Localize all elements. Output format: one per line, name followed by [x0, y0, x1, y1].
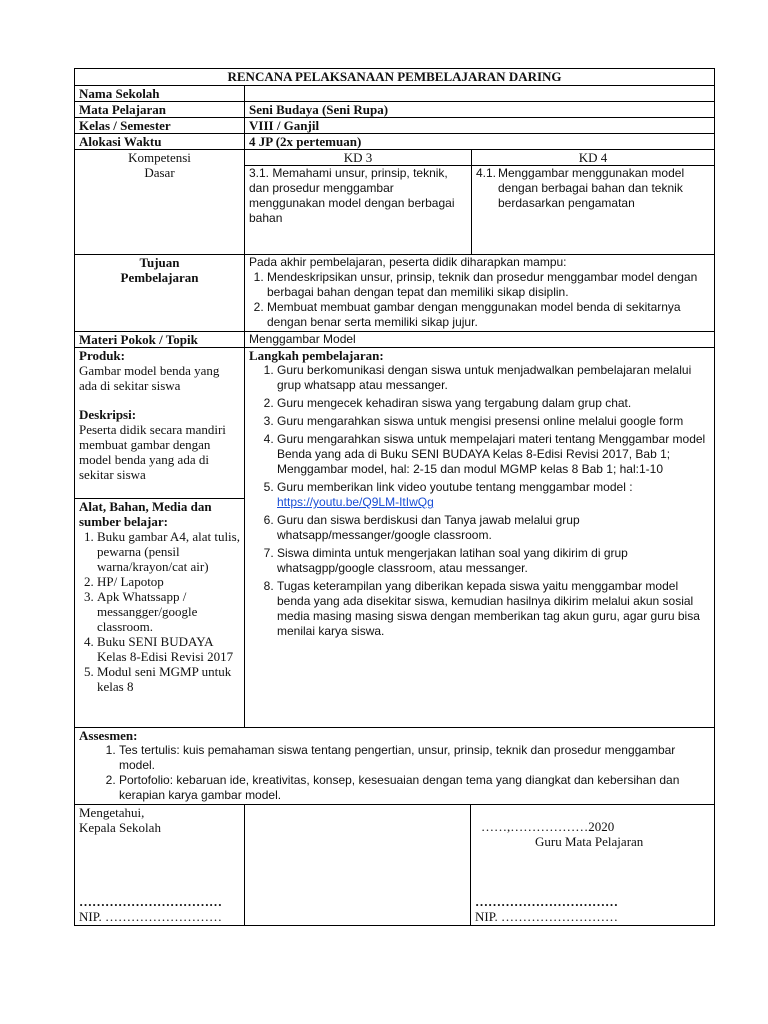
tujuan-intro: Pada akhir pembelajaran, peserta didik diharapkan mampu: [249, 255, 567, 269]
row-produk-langkah [75, 348, 715, 499]
langkah-item: 8. Tugas keterampilan yang diberikan kepada siswa yaitu menggambar model benda yang ada disekitar siswa, kemudian hasilnya dikirim melalui akun sosial media masing masing siswa dengan memberikan tag akun guru, agar guru bisa menilai karya siswa. [277, 579, 710, 639]
langkah-item-video-text: Guru memberikan link video youtube tentang menggambar model : [277, 480, 633, 494]
langkah-item: 2. Guru mengecek kehadiran siswa yang tergabung dalam grup chat. [277, 396, 710, 411]
row-tujuan [75, 255, 715, 332]
signature-table [74, 804, 715, 926]
document-title: RENCANA PELAKSANAAN PEMBELAJARAN DARING [75, 69, 715, 86]
materi-value: Menggambar Model [245, 332, 715, 348]
tujuan-label-line2: Pembelajaran [120, 270, 199, 285]
kompetensi-label-line2: Dasar [144, 165, 175, 180]
kompetensi-label [75, 150, 245, 255]
assesmen-label: Assesmen: [79, 728, 138, 743]
nama-sekolah-value [245, 86, 715, 102]
guru-role: Guru Mata Pelajaran [535, 834, 644, 849]
alat-cell [75, 499, 245, 728]
nama-sekolah-label: Nama Sekolah [75, 86, 245, 102]
langkah-item: 4. Guru mengarahkan siswa untuk mempelajari materi tentang Menggambar model Benda yang ada di Buku SENI BUDAYA Kelas 8-Edisi Revisi 2017, Bab 1; Menggambar model, hal: 2-15 dan modul MGMP kelas 8 Bab 1; hal:1-10 [277, 432, 710, 477]
langkah-item: 7. Siswa diminta untuk mengerjakan latihan soal yang dikirim di grup whatsagpp/google classroom, atau messanger. [277, 546, 710, 576]
kd3-text: 3.1. Memahami unsur, prinsip, teknik, dan prosedur menggambar menggunakan model dengan berbagai bahan [245, 166, 472, 255]
kelas-semester-value: VIII / Ganjil [245, 118, 715, 134]
tujuan-label [75, 255, 245, 332]
kelas-semester-label: Kelas / Semester [75, 118, 245, 134]
guru-signature [471, 805, 715, 926]
langkah-item: 6. Guru dan siswa berdiskusi dan Tanya jawab melalui grup whatsapp/messanger/google classroom. [277, 513, 710, 543]
guru-signature-line: …………………………… [475, 894, 618, 909]
produk-label: Produk: [79, 348, 125, 363]
produk-cell [75, 348, 245, 499]
kepala-sekolah-text: Kepala Sekolah [79, 820, 161, 835]
date-line: ……,………………2020 [481, 819, 615, 834]
rpp-table [74, 68, 715, 805]
row-mata-pelajaran [75, 102, 715, 118]
mengetahui-text: Mengetahui, [79, 805, 145, 820]
tujuan-item: 1. Mendeskripsikan unsur, prinsip, teknik dan prosedur menggambar model dengan berbagai bahan dengan tepat dan memiliki sikap disiplin. [267, 270, 710, 300]
assesmen-item: 2. Portofolio: kebaruan ide, kreativitas, konsep, kesesuaian dengan tema yang diangkat dan kebersihan dan kerapian karya gambar model. [119, 773, 710, 803]
row-signature [75, 805, 715, 926]
materi-label: Materi Pokok / Topik [75, 332, 245, 348]
kd3-header: KD 3 [245, 150, 472, 166]
mata-pelajaran-label: Mata Pelajaran [75, 102, 245, 118]
tujuan-content [245, 255, 715, 332]
langkah-label: Langkah pembelajaran: [249, 348, 384, 363]
rpp-document [74, 68, 714, 926]
langkah-item: 3. Guru mengarahkan siswa untuk mengisi presensi online melalui google form [277, 414, 710, 429]
alat-item: 4. Buku SENI BUDAYA Kelas 8-Edisi Revisi 2017 [97, 634, 240, 664]
kd4-text: Menggambar menggunakan model dengan berbagai bahan dan teknik berdasarkan pengamatan [498, 166, 685, 210]
signature-spacer [245, 805, 471, 926]
alat-label: Alat, Bahan, Media dan sumber belajar: [79, 499, 212, 529]
kd4-number: 4.1. [476, 166, 497, 180]
kepala-sekolah-nip: NIP. ……………………… [79, 909, 223, 924]
row-assesmen [75, 728, 715, 805]
kompetensi-label-line1: Kompetensi [128, 150, 191, 165]
kepala-sekolah-signature-line: …………………………… [79, 894, 222, 909]
row-nama-sekolah [75, 86, 715, 102]
alat-item: 3. Apk Whatssapp / messangger/google classroom. [97, 589, 240, 634]
row-kelas-semester [75, 118, 715, 134]
alokasi-waktu-value: 4 JP (2x pertemuan) [245, 134, 715, 150]
produk-text: Gambar model benda yang ada di sekitar siswa [79, 363, 220, 393]
title-row [75, 69, 715, 86]
kd4-cell [472, 166, 715, 255]
row-alokasi-waktu [75, 134, 715, 150]
alat-item: 2. HP/ Lapotop [97, 574, 240, 589]
alat-item: 5. Modul seni MGMP untuk kelas 8 [97, 664, 240, 694]
deskripsi-text: Peserta didik secara mandiri membuat gambar dengan model benda yang ada di sekitar siswa [79, 422, 226, 482]
alokasi-waktu-label: Alokasi Waktu [75, 134, 245, 150]
mata-pelajaran-value: Seni Budaya (Seni Rupa) [245, 102, 715, 118]
guru-nip: NIP. ……………………… [475, 909, 619, 924]
langkah-item-video [277, 480, 710, 510]
row-kd-headers [75, 150, 715, 166]
tujuan-label-line1: Tujuan [139, 255, 180, 270]
alat-item: 1. Buku gambar A4, alat tulis, pewarna (pensil warna/krayon/cat air) [97, 529, 240, 574]
kd4-header: KD 4 [472, 150, 715, 166]
row-materi [75, 332, 715, 348]
assesmen-item: 1. Tes tertulis: kuis pemahaman siswa tentang pengertian, unsur, prinsip, teknik dan prosedur menggambar model. [119, 743, 710, 773]
langkah-item: 1. Guru berkomunikasi dengan siswa untuk menjadwalkan pembelajaran melalui grup whatsapp atau messanger. [277, 363, 710, 393]
langkah-cell [245, 348, 715, 728]
deskripsi-label: Deskripsi: [79, 407, 137, 422]
kepala-sekolah-signature [75, 805, 245, 926]
assesmen-cell [75, 728, 715, 805]
youtube-link[interactable]: https://youtu.be/Q9LM-ItIwQg [277, 495, 434, 509]
tujuan-item: 2. Membuat membuat gambar dengan menggunakan model benda di sekitarnya dengan benar serta memiliki sikap jujur. [267, 300, 710, 330]
